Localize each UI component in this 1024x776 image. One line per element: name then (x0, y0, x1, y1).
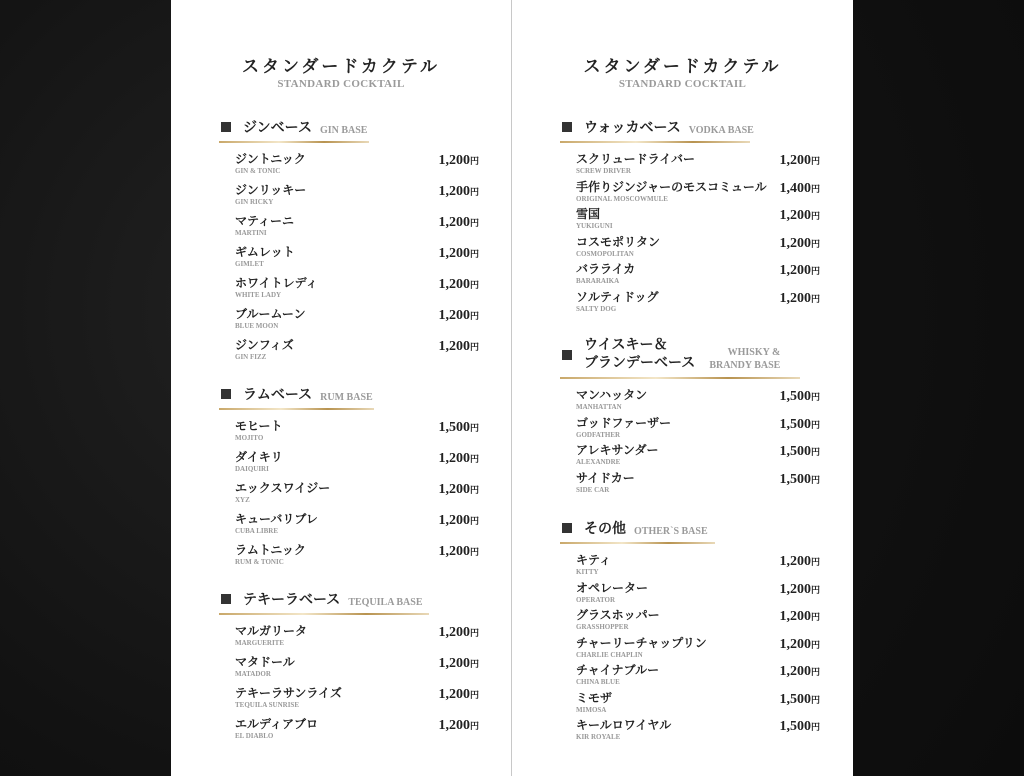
gold-underline (219, 613, 429, 615)
item-name: バラライカ (576, 262, 636, 276)
item-price (438, 153, 479, 169)
price-value: 1,200 (438, 277, 470, 292)
item-name-en: OPERATOR (576, 595, 616, 604)
menu-section (560, 117, 820, 318)
currency: 円 (469, 280, 479, 290)
menu-section (219, 117, 479, 370)
page-subtitle: STANDARD COCKTAIL (277, 78, 405, 90)
gold-underline (560, 141, 750, 143)
item-name: ラムトニック (235, 543, 306, 557)
item-name-en: SIDE CAR (576, 485, 610, 494)
currency: 円 (810, 474, 820, 485)
item-name: アレキサンダー (576, 443, 659, 457)
item-name-en: MOJITO (235, 434, 264, 442)
item-name: ゴッドファーザー (576, 415, 672, 430)
currency: 円 (810, 419, 820, 430)
menu-section (560, 518, 820, 747)
section-header (560, 117, 820, 141)
price-value: 1,200 (779, 664, 811, 679)
item-name: チャーリーチャップリン (576, 635, 707, 650)
item-name-en: ALEXANDRE (576, 458, 621, 466)
item-price (779, 208, 820, 224)
currency: 円 (469, 628, 479, 638)
item-name-en: DAIQUIRI (235, 465, 269, 473)
item-name: ジンリッキー (235, 183, 307, 197)
menu-page-left (171, 0, 512, 776)
menu-item (576, 208, 820, 236)
section-title: ウォッカベース (584, 121, 681, 136)
square-bullet-icon (562, 350, 572, 360)
item-name-en: RUM & TONIC (235, 558, 284, 566)
square-bullet-icon (221, 594, 231, 604)
item-list (560, 153, 820, 318)
item-price (438, 513, 479, 529)
currency: 円 (810, 447, 820, 457)
currency: 円 (810, 266, 820, 276)
item-price (438, 420, 479, 436)
section-title-en: GIN BASE (319, 125, 368, 136)
item-price (779, 692, 820, 708)
menu-section (219, 589, 479, 749)
item-name-en: MATADOR (235, 670, 271, 678)
item-name: ソルティドッグ (576, 289, 659, 304)
currency: 円 (469, 187, 479, 197)
item-name: チャイナブルー (576, 663, 660, 677)
price-value: 1,200 (779, 554, 811, 569)
item-name: ギムレット (235, 245, 295, 259)
price-value: 1,200 (438, 339, 470, 354)
price-value: 1,200 (438, 246, 470, 261)
menu-page-right (512, 0, 853, 776)
currency: 円 (469, 423, 479, 433)
price-value: 1,200 (779, 208, 811, 223)
price-value: 1,200 (438, 687, 470, 702)
gold-underline (560, 542, 715, 544)
item-name: キールロワイヤル (576, 718, 672, 732)
item-price (779, 719, 820, 735)
price-value: 1,200 (779, 235, 811, 251)
menu-item (576, 291, 820, 319)
price-value: 1,200 (438, 625, 470, 640)
menu-item (235, 718, 479, 749)
section-header (219, 117, 479, 141)
item-name: キティ (576, 553, 612, 567)
currency: 円 (810, 667, 820, 677)
menu-item (235, 308, 479, 339)
item-price (438, 482, 479, 498)
item-name: 雪国 (576, 207, 601, 221)
gold-underline (219, 408, 374, 410)
price-value: 1,400 (779, 180, 811, 196)
item-price (438, 308, 479, 324)
section-title: ラムベース (243, 388, 313, 403)
menu-item (576, 263, 820, 291)
item-name: テキーラサンライズ (235, 686, 342, 700)
item-price (779, 664, 820, 680)
menu-item (576, 236, 820, 264)
item-price (438, 451, 479, 467)
menu-item (235, 544, 479, 575)
item-name: マルガリータ (235, 624, 308, 638)
currency: 円 (469, 485, 479, 495)
menu-item (235, 451, 479, 482)
item-name-en: ORIGINAL MOSCOWMULE (576, 194, 668, 203)
currency: 円 (810, 392, 820, 402)
currency: 円 (810, 694, 820, 705)
price-value: 1,500 (779, 416, 811, 432)
menu-item (576, 582, 820, 610)
section-title: テキーラベース (243, 593, 341, 608)
menu-item (576, 637, 820, 665)
section-title-en: VODKA BASE (688, 125, 754, 136)
item-price (438, 277, 479, 293)
item-name-en: CHARLIE CHAPLIN (576, 650, 643, 659)
item-name-en: MARGUERITE (235, 639, 285, 647)
menu-item (235, 246, 479, 277)
menu-item (235, 625, 479, 656)
menu-item (576, 153, 820, 181)
item-list (219, 153, 479, 370)
item-name-en: YUKIGUNI (576, 222, 613, 230)
menu-item (576, 609, 820, 637)
section-header (219, 384, 479, 408)
menu-item (576, 664, 820, 692)
currency: 円 (469, 249, 479, 259)
price-value: 1,200 (438, 544, 470, 559)
item-name: マタドール (235, 655, 295, 669)
page-title: スタンダードカクテル (583, 57, 782, 76)
item-name: モヒート (235, 419, 283, 433)
item-name: スクリュードライバー (576, 152, 696, 166)
section-title-en: WHISKY & BRANDY BASE (709, 347, 781, 371)
item-name-en: EL DIABLO (235, 732, 274, 740)
item-price (438, 215, 479, 231)
item-name-en: BLUE MOON (235, 322, 279, 330)
currency: 円 (469, 342, 479, 352)
currency: 円 (810, 639, 820, 650)
menu-item (235, 687, 479, 718)
item-name-en: GIN RICKY (235, 198, 274, 206)
section-header (560, 337, 820, 377)
item-name-en: CUBA LIBRE (235, 527, 278, 535)
price-value: 1,200 (438, 153, 470, 168)
menu-item (576, 389, 820, 417)
item-name: マンハッタン (576, 388, 648, 402)
currency: 円 (469, 156, 479, 166)
item-name-en: MANHATTAN (576, 403, 622, 411)
menu-section (560, 337, 820, 499)
square-bullet-icon (221, 122, 231, 132)
price-value: 1,200 (438, 513, 470, 528)
item-list (560, 554, 820, 747)
section-header (560, 518, 820, 542)
currency: 円 (469, 218, 479, 228)
currency: 円 (810, 557, 820, 567)
menu-item (235, 420, 479, 451)
item-name-en: BARARAIKA (576, 277, 620, 285)
price-value: 1,500 (779, 389, 811, 404)
item-name: ブルームーン (235, 307, 306, 321)
item-price (779, 444, 820, 460)
section-title-en: RUM BASE (320, 392, 373, 403)
price-value: 1,200 (779, 609, 811, 624)
square-bullet-icon (562, 122, 572, 132)
item-price (438, 544, 479, 560)
currency: 円 (810, 584, 820, 595)
currency: 円 (810, 612, 820, 622)
menu-item (235, 277, 479, 308)
currency: 円 (469, 721, 479, 731)
item-name: ダイキリ (235, 450, 283, 464)
item-name-en: GIN & TONIC (235, 167, 281, 175)
menu-item (576, 554, 820, 582)
item-name-en: GIN FIZZ (235, 353, 267, 361)
item-price (779, 181, 820, 197)
item-price (779, 153, 820, 169)
section-title: ジンベース (243, 121, 312, 136)
item-price (779, 236, 820, 252)
price-value: 1,200 (438, 718, 470, 733)
item-price (438, 184, 479, 200)
section-title: その他 (584, 522, 626, 537)
currency: 円 (810, 722, 820, 732)
square-bullet-icon (221, 389, 231, 399)
item-name-en: SCREW DRIVER (576, 167, 631, 175)
price-value: 1,200 (779, 581, 811, 597)
item-price (438, 718, 479, 734)
item-name: ジンフィズ (235, 338, 294, 352)
item-name: サイドカー (576, 470, 635, 485)
item-name-en: KIR ROYALE (576, 733, 621, 741)
item-name-en: WHITE LADY (235, 291, 282, 299)
price-value: 1,200 (438, 308, 470, 323)
price-value: 1,200 (438, 451, 470, 466)
item-name-en: SALTY DOG (576, 304, 617, 313)
price-value: 1,200 (779, 636, 811, 652)
item-price (779, 609, 820, 625)
menu-item (576, 719, 820, 747)
item-price (779, 263, 820, 279)
price-value: 1,500 (779, 444, 811, 459)
item-name-en: TEQUILA SUNRISE (235, 701, 299, 709)
menu-item (235, 656, 479, 687)
currency: 円 (810, 238, 820, 249)
currency: 円 (469, 516, 479, 526)
item-price (438, 656, 479, 672)
item-price (779, 637, 820, 653)
item-name: ジントニック (235, 152, 306, 166)
price-value: 1,200 (438, 184, 470, 199)
item-list (560, 389, 820, 499)
item-price (779, 417, 820, 433)
menu-item (235, 513, 479, 544)
price-value: 1,500 (779, 719, 811, 734)
currency: 円 (469, 454, 479, 464)
item-name-en: GIMLET (235, 260, 264, 268)
item-name: オペレーター (576, 580, 649, 595)
item-name: ミモザ (576, 690, 613, 705)
item-price (779, 582, 820, 598)
page-title: スタンダードカクテル (242, 57, 440, 76)
price-value: 1,200 (779, 153, 811, 168)
menu-item (576, 444, 820, 472)
menu-item (235, 482, 479, 513)
price-value: 1,500 (779, 691, 811, 707)
item-price (779, 554, 820, 570)
item-price (438, 687, 479, 703)
section-title-en: OTHER`S BASE (634, 526, 708, 537)
section-header (219, 589, 479, 613)
item-price (438, 339, 479, 355)
menu-item (576, 181, 820, 209)
item-name: ホワイトレディ (235, 276, 318, 290)
price-value: 1,500 (438, 420, 470, 435)
item-price (779, 472, 820, 488)
section-title-en: TEQUILA BASE (348, 597, 423, 608)
currency: 円 (810, 293, 820, 304)
menu-item (576, 472, 820, 500)
item-price (438, 246, 479, 262)
price-value: 1,200 (779, 290, 811, 306)
section-title: ウイスキー＆ ブランデーベース (584, 338, 696, 371)
item-price (438, 625, 479, 641)
item-name: マティーニ (235, 214, 295, 228)
price-value: 1,500 (779, 471, 811, 487)
currency: 円 (810, 156, 820, 166)
currency: 円 (469, 690, 479, 700)
square-bullet-icon (562, 523, 572, 533)
item-name-en: MIMOSA (576, 705, 607, 714)
item-name: エックスワイジー (235, 481, 331, 495)
currency: 円 (469, 311, 479, 321)
menu-item (576, 417, 820, 445)
menu-item (235, 339, 479, 370)
menu-section (219, 384, 479, 575)
currency: 円 (810, 211, 820, 221)
currency: 円 (469, 547, 479, 557)
item-name-en: COSMOPOLITAN (576, 249, 634, 258)
menu-item (235, 184, 479, 215)
page-subtitle: STANDARD COCKTAIL (618, 78, 747, 90)
item-name: コスモポリタン (576, 234, 661, 249)
item-name-en: CHINA BLUE (576, 678, 620, 686)
price-value: 1,200 (779, 263, 811, 278)
currency: 円 (469, 659, 479, 669)
item-name: 手作りジンジャーのモスコミュール (576, 179, 767, 194)
item-name: エルディアブロ (235, 717, 319, 731)
item-list (219, 625, 479, 749)
item-name: キューバリブレ (235, 512, 318, 526)
item-list (219, 420, 479, 575)
item-price (779, 389, 820, 405)
item-name-en: MARTINI (235, 229, 267, 237)
currency: 円 (810, 183, 820, 194)
price-value: 1,200 (438, 482, 470, 497)
menu-item (235, 153, 479, 184)
item-name: グラスホッパー (576, 608, 660, 622)
menu-item (576, 692, 820, 720)
item-name-en: GRASSHOPPER (576, 623, 629, 631)
price-value: 1,200 (438, 215, 470, 230)
gold-underline (560, 377, 800, 379)
price-value: 1,200 (438, 656, 470, 671)
item-name-en: GODFATHER (576, 430, 621, 439)
item-name-en: KITTY (576, 568, 599, 576)
menu-item (235, 215, 479, 246)
gold-underline (219, 141, 369, 143)
item-name-en: XYZ (235, 496, 250, 504)
item-price (779, 291, 820, 307)
